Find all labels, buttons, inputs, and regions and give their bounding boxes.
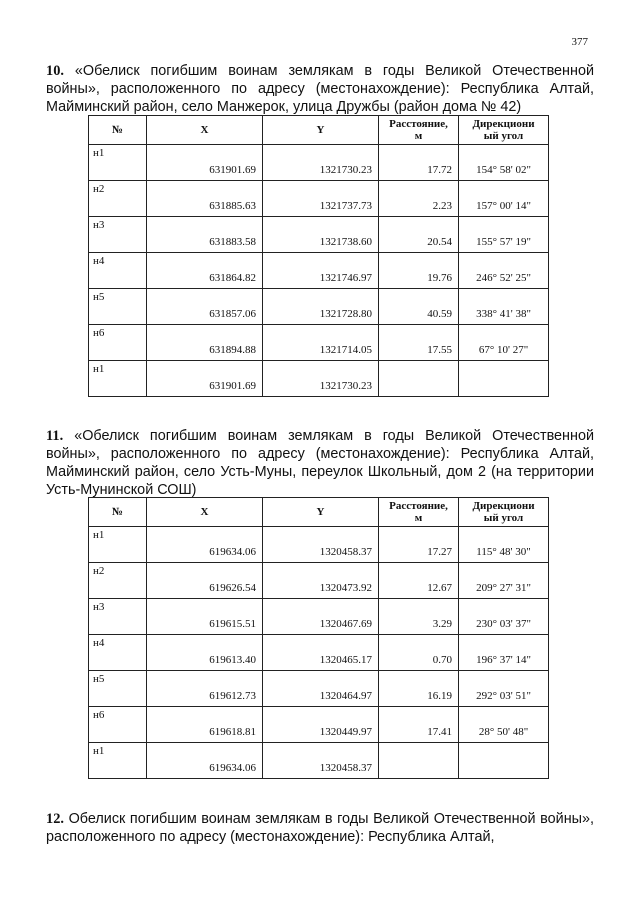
y-cell [263,181,379,217]
angle-cell-value: 154° 58' 02" [476,164,531,176]
x-cell [147,289,263,325]
distance-cell [379,707,459,743]
y-cell [263,361,379,397]
x-cell-value: 631857.06 [209,308,256,320]
header-number: № [89,116,147,145]
angle-cell [459,599,549,635]
angle-cell [459,145,549,181]
distance-cell-value: 12.67 [427,582,452,594]
table-row [89,289,549,325]
point-cell [89,635,147,671]
table-row [89,253,549,289]
distance-cell-value: 2.23 [432,200,452,212]
distance-cell-value: 40.59 [427,308,452,320]
angle-cell [459,743,549,779]
x-cell-value: 631894.88 [209,344,256,356]
table-row [89,599,549,635]
distance-cell [379,325,459,361]
x-cell [147,671,263,707]
point-cell-value: н1 [93,147,105,159]
y-cell-value: 1321737.73 [319,200,372,212]
y-cell [263,527,379,563]
distance-cell [379,361,459,397]
distance-cell [379,253,459,289]
angle-cell-value: 155° 57' 19" [476,236,531,248]
section-number: 10. [46,63,64,79]
point-cell-value: н4 [93,255,105,267]
y-cell-value: 1320458.37 [319,546,372,558]
point-cell-value: н1 [93,745,105,757]
y-cell [263,253,379,289]
section-12-title [46,810,594,846]
section-10-title [46,62,594,116]
angle-cell [459,527,549,563]
x-cell [147,325,263,361]
x-cell [147,599,263,635]
point-cell [89,707,147,743]
x-cell [147,563,263,599]
section-number: 12. [46,811,64,827]
y-cell [263,707,379,743]
angle-cell-value: 209° 27' 31" [476,582,531,594]
point-cell [89,325,147,361]
y-cell [263,563,379,599]
header-y: Y [263,116,379,145]
distance-cell-value: 17.72 [427,164,452,176]
table-row [89,707,549,743]
x-cell-value: 619612.73 [209,690,256,702]
y-cell-value: 1321714.05 [319,344,372,356]
table-row [89,635,549,671]
point-cell-value: н3 [93,219,105,231]
point-cell-value: н1 [93,363,105,375]
distance-cell-value: 16.19 [427,690,452,702]
angle-cell [459,671,549,707]
distance-cell [379,289,459,325]
point-cell-value: н4 [93,637,105,649]
table-row [89,325,549,361]
header-x: X [147,116,263,145]
angle-cell [459,707,549,743]
angle-cell [459,289,549,325]
angle-cell [459,361,549,397]
y-cell-value: 1321728.80 [319,308,372,320]
x-cell-value: 619634.06 [209,762,256,774]
table-row [89,563,549,599]
angle-cell-value: 338° 41' 38" [476,308,531,320]
angle-cell-value: 246° 52' 25" [476,272,531,284]
y-cell-value: 1321746.97 [319,272,372,284]
y-cell-value: 1321730.23 [319,380,372,392]
x-cell-value: 631885.63 [209,200,256,212]
table-row [89,361,549,397]
point-cell [89,361,147,397]
table-row [89,145,549,181]
x-cell-value: 631901.69 [209,164,256,176]
x-cell-value: 619618.81 [209,726,256,738]
y-cell [263,671,379,707]
table-row [89,671,549,707]
x-cell-value: 619634.06 [209,546,256,558]
x-cell [147,743,263,779]
point-cell [89,527,147,563]
point-cell-value: н6 [93,709,105,721]
angle-cell-value: 28° 50' 48" [478,726,529,738]
angle-cell [459,325,549,361]
x-cell [147,361,263,397]
coordinates-table-10 [88,115,549,397]
x-cell [147,635,263,671]
table-row [89,743,549,779]
angle-cell [459,181,549,217]
angle-cell [459,217,549,253]
distance-cell [379,671,459,707]
x-cell-value: 631864.82 [209,272,256,284]
header-distance: Расстояние, м [379,498,459,527]
angle-cell [459,635,549,671]
header-x: X [147,498,263,527]
angle-cell-value: 115° 48' 30" [476,546,531,558]
y-cell-value: 1320467.69 [319,618,372,630]
y-cell [263,599,379,635]
x-cell [147,707,263,743]
point-cell [89,217,147,253]
y-cell-value: 1321730.23 [319,164,372,176]
y-cell-value: 1320465.17 [319,654,372,666]
angle-cell [459,253,549,289]
point-cell [89,599,147,635]
x-cell-value: 631883.58 [209,236,256,248]
angle-cell-value: 157° 00' 14" [476,200,531,212]
point-cell-value: н1 [93,529,105,541]
x-cell-value: 631901.69 [209,380,256,392]
y-cell-value: 1320464.97 [319,690,372,702]
point-cell-value: н3 [93,601,105,613]
y-cell [263,289,379,325]
point-cell-value: н2 [93,183,105,195]
point-cell [89,563,147,599]
x-cell-value: 619615.51 [209,618,256,630]
header-angle: Дирекциони ый угол [459,498,549,527]
point-cell-value: н6 [93,327,105,339]
table-header-row [89,498,549,527]
distance-cell [379,635,459,671]
distance-cell [379,527,459,563]
distance-cell [379,563,459,599]
header-number: № [89,498,147,527]
distance-cell-value: 3.29 [432,618,452,630]
section-text: «Обелиск погибшим воинам землякам в годы Великой Отечественной войны», расположенного по адресу (местонахождение): Республика Алтай, Майминский район, село Усть-Муны, переулок Школьный, дом 2 (на территории Усть-Мунинской СОШ) [46,428,594,498]
distance-cell-value: 19.76 [427,272,452,284]
y-cell-value: 1320449.97 [319,726,372,738]
table-row [89,217,549,253]
header-angle: Дирекциони ый угол [459,116,549,145]
section-number: 11. [46,428,64,444]
point-cell-value: н5 [93,673,105,685]
point-cell [89,289,147,325]
x-cell [147,217,263,253]
y-cell-value: 1320458.37 [319,762,372,774]
x-cell [147,181,263,217]
distance-cell [379,181,459,217]
table-row [89,527,549,563]
y-cell [263,635,379,671]
angle-cell-value: 292° 03' 51" [476,690,531,702]
point-cell-value: н2 [93,565,105,577]
point-cell [89,181,147,217]
distance-cell [379,145,459,181]
header-y: Y [263,498,379,527]
distance-cell [379,743,459,779]
section-11-title [46,427,594,499]
distance-cell [379,599,459,635]
angle-cell-value: 67° 10' 27" [478,344,529,356]
y-cell [263,217,379,253]
section-text: «Обелиск погибшим воинам землякам в годы Великой Отечественной войны», расположенного по адресу (местонахождение): Республика Алтай, Майминский район, село Манжерок, улица Дружбы (район дома № 42) [46,63,594,115]
y-cell [263,145,379,181]
x-cell [147,253,263,289]
distance-cell-value: 0.70 [432,654,452,666]
distance-cell-value: 20.54 [427,236,452,248]
angle-cell-value: 230° 03' 37" [476,618,531,630]
y-cell [263,743,379,779]
distance-cell-value: 17.55 [427,344,452,356]
table-header-row [89,116,549,145]
x-cell-value: 619613.40 [209,654,256,666]
angle-cell-value: 196° 37' 14" [476,654,531,666]
point-cell [89,145,147,181]
page-number: 377 [571,36,588,48]
section-text: Обелиск погибшим воинам землякам в годы Великой Отечественной войны», расположенного по адресу (местонахождение): Республика Алтай, [46,811,594,845]
y-cell-value: 1321738.60 [319,236,372,248]
distance-cell-value: 17.41 [427,726,452,738]
point-cell [89,743,147,779]
distance-cell [379,217,459,253]
coordinates-table-11 [88,497,549,779]
x-cell [147,145,263,181]
distance-cell-value: 17.27 [427,546,452,558]
table-row [89,181,549,217]
point-cell [89,253,147,289]
y-cell-value: 1320473.92 [319,582,372,594]
y-cell [263,325,379,361]
angle-cell [459,563,549,599]
x-cell-value: 619626.54 [209,582,256,594]
x-cell [147,527,263,563]
point-cell-value: н5 [93,291,105,303]
header-distance: Расстояние, м [379,116,459,145]
point-cell [89,671,147,707]
